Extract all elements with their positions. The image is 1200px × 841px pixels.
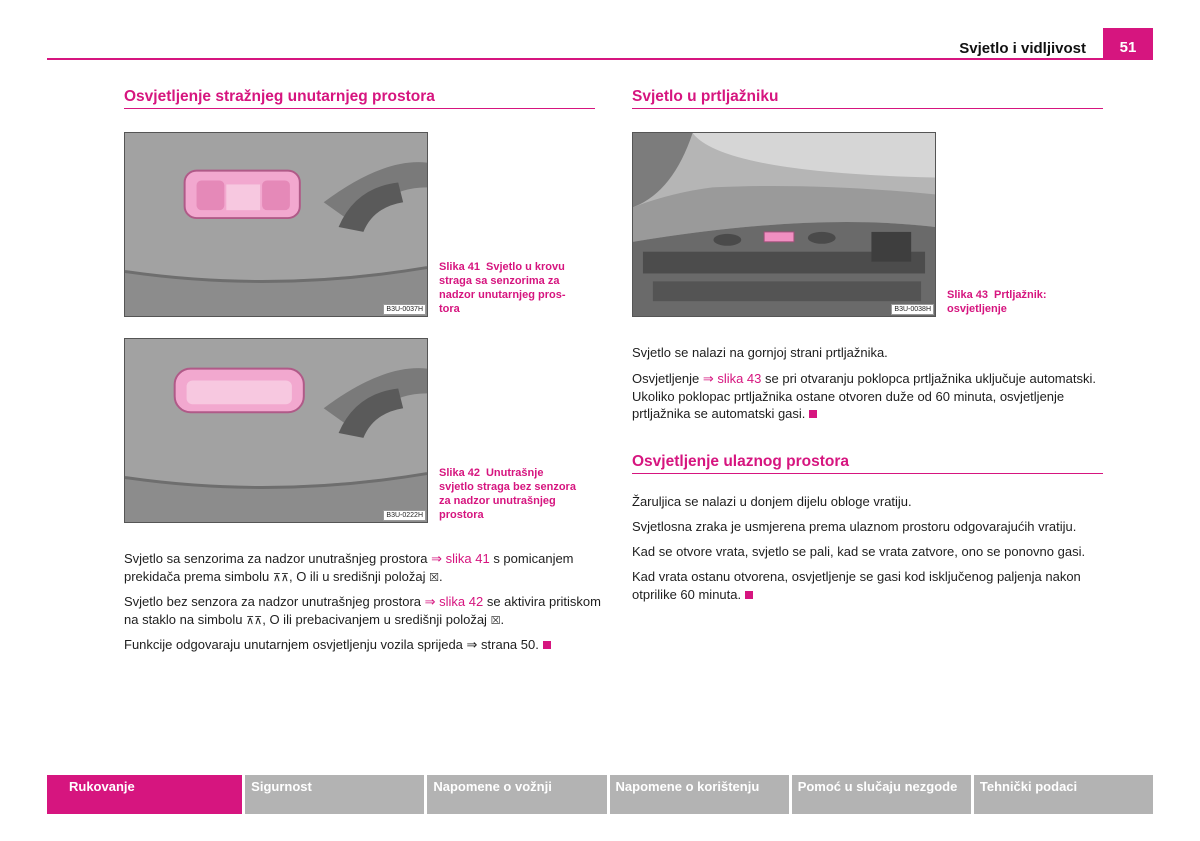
caption-line: nadzor unutarnjeg pros- bbox=[439, 289, 566, 301]
caption-line: osvjetljenje bbox=[947, 303, 1007, 315]
figure-41-image bbox=[124, 132, 428, 317]
text: se aktivira pritiskom bbox=[483, 594, 601, 609]
section-rule bbox=[632, 108, 1103, 109]
figure-code: B3U-0037H bbox=[383, 304, 426, 315]
section-title-entry-light: Osvjetljenje ulaznog prostora bbox=[632, 453, 850, 470]
text: se pri otvaranju poklopca prtljažnika uključuje automatski. bbox=[761, 371, 1096, 386]
figure-41-caption bbox=[439, 260, 589, 316]
luggage-compartment-illustration bbox=[633, 133, 935, 316]
text: Kad vrata ostanu otvorena, osvjetljenje se gasi kod isključenog paljenja nakon bbox=[632, 569, 1081, 584]
end-of-section-marker bbox=[809, 410, 817, 418]
tab-rukovanje[interactable]: Rukovanje bbox=[47, 775, 242, 814]
tab-tehnicki-podaci[interactable]: Tehnički podaci bbox=[974, 775, 1153, 814]
link-figure-41[interactable]: ⇒ slika 41 bbox=[431, 551, 490, 566]
figure-code: B3U-0222H bbox=[383, 510, 426, 521]
caption-line: Svjetlo u krovu bbox=[485, 261, 565, 273]
caption-line: Prtljažnik: bbox=[993, 289, 1047, 301]
text: , O ili prebacivanjem u središnji položaj bbox=[262, 611, 491, 627]
text: Osvjetljenje bbox=[632, 371, 703, 386]
section-title-rear-interior-light: Osvjetljenje stražnjeg unutarnjeg prostora bbox=[124, 88, 435, 105]
caption-line: prostora bbox=[439, 509, 484, 521]
roof-light-no-sensor-illustration bbox=[125, 339, 427, 522]
door-contact-symbol-icon: ☒ bbox=[490, 614, 501, 627]
tab-pomoc-u-slucaju-nezgode[interactable]: Pomoć u slučaju nezgode bbox=[792, 775, 971, 814]
running-header-title: Svjetlo i vidljivost bbox=[959, 40, 1086, 57]
caption-number: Slika 41 bbox=[439, 261, 480, 273]
text: Svjetlo bez senzora za nadzor unutrašnjeg prostora bbox=[124, 594, 425, 609]
text: Ukoliko poklopac prtljažnika ostane otvoren duže od 60 minuta, osvjetljenje bbox=[632, 388, 1065, 404]
paragraph-functions bbox=[124, 636, 604, 654]
section-rule bbox=[632, 473, 1103, 474]
text: Funkcije odgovaraju unutarnjem osvjetljenju vozila sprijeda ⇒ strana 50. bbox=[124, 637, 539, 652]
light-symbol-icon: ⊼⊼ bbox=[246, 614, 263, 627]
text: prtljažnika se automatski gasi. bbox=[632, 406, 806, 421]
figure-code: B3U-0038H bbox=[891, 304, 934, 315]
figure-43-caption bbox=[947, 288, 1097, 316]
end-of-section-marker bbox=[543, 641, 551, 649]
paragraph-light-beam: Svjetlosna zraka je usmjerena prema ulaznom prostoru odgovarajućih vratiju. bbox=[632, 519, 1077, 534]
roof-light-sensor-illustration bbox=[125, 133, 427, 316]
paragraph-sensor-light bbox=[124, 550, 604, 587]
text: s pomicanjem bbox=[489, 551, 574, 566]
text: , O ili u središnji položaj bbox=[288, 568, 430, 584]
caption-line: za nadzor unutrašnjeg bbox=[439, 495, 556, 507]
paragraph-door-behavior: Kad se otvore vrata, svjetlo se pali, kad se vrata zatvore, ono se ponovno gasi. bbox=[632, 544, 1086, 559]
caption-number: Slika 42 bbox=[439, 467, 480, 479]
light-symbol-icon: ⊼⊼ bbox=[272, 571, 289, 584]
caption-line: straga sa senzorima za bbox=[439, 275, 560, 287]
figure-42-caption bbox=[439, 466, 589, 522]
figure-42-image bbox=[124, 338, 428, 523]
link-figure-43[interactable]: ⇒ slika 43 bbox=[702, 371, 762, 386]
page-number: 51 bbox=[1103, 28, 1153, 60]
tab-napomene-o-voznji[interactable]: Napomene o vožnji bbox=[427, 775, 606, 814]
paragraph-no-sensor-light bbox=[124, 593, 604, 630]
text: na staklo na simbolu bbox=[124, 611, 247, 627]
link-figure-42[interactable]: ⇒ slika 42 bbox=[424, 594, 484, 609]
tab-sigurnost[interactable]: Sigurnost bbox=[245, 775, 424, 814]
header-rule bbox=[47, 58, 1153, 60]
paragraph-light-location: Svjetlo se nalazi na gornjoj strani prtljažnika. bbox=[632, 345, 888, 360]
text: . bbox=[500, 611, 505, 627]
caption-line: Unutrašnje bbox=[485, 467, 544, 479]
chapter-nav-tabs bbox=[47, 775, 1153, 814]
end-of-section-marker bbox=[745, 591, 753, 599]
figure-43-image bbox=[632, 132, 936, 317]
door-contact-symbol-icon: ☒ bbox=[429, 571, 440, 584]
caption-line: svjetlo straga bez senzora bbox=[439, 481, 576, 493]
text: Svjetlo sa senzorima za nadzor unutrašnjeg prostora bbox=[124, 551, 432, 566]
paragraph-luggage-auto bbox=[632, 370, 1112, 423]
caption-number: Slika 43 bbox=[947, 289, 988, 301]
text: . bbox=[439, 568, 443, 584]
paragraph-timeout bbox=[632, 568, 1112, 603]
text: prekidača prema simbolu bbox=[124, 568, 273, 584]
tab-napomene-o-koristenju[interactable]: Napomene o korištenju bbox=[610, 775, 789, 814]
text: otprilike 60 minuta. bbox=[632, 586, 742, 602]
section-rule bbox=[124, 108, 595, 109]
paragraph-bulb-location: Žaruljica se nalazi u donjem dijelu obloge vratiju. bbox=[632, 494, 912, 509]
caption-line: tora bbox=[439, 303, 460, 315]
section-title-luggage-light: Svjetlo u prtljažniku bbox=[632, 88, 779, 105]
